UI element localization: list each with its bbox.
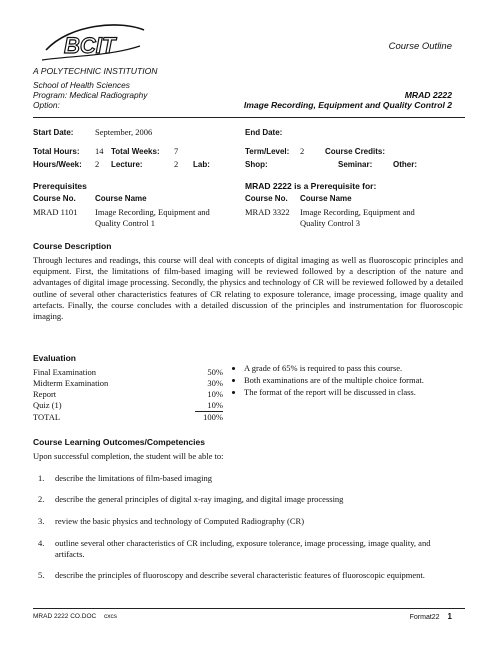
header-divider bbox=[33, 117, 465, 118]
total-weeks-label: Total Weeks: bbox=[111, 147, 160, 156]
lecture-label: Lecture: bbox=[111, 160, 143, 169]
prereq-for-col-no: Course No. bbox=[245, 194, 288, 203]
tagline: A POLYTECHNIC INSTITUTION bbox=[33, 66, 158, 76]
outcome-text: describe the general principles of digital x-ray imaging, and digital image processing bbox=[55, 494, 344, 504]
lecture-value: 2 bbox=[174, 159, 179, 169]
next-course-no: MRAD 3322 bbox=[245, 207, 290, 217]
evaluation-item: Final Examination bbox=[33, 367, 97, 377]
other-label: Other: bbox=[393, 160, 417, 169]
description-text: Through lectures and readings, this course will deal with concepts of digital imaging as well as fluoroscopic principles and equipment. First, the limitations of film-based imaging will be reviewed followed by a description of the nature and advantages of digital image processing. Secondly, the physics and technology of CR will be reviewed followed by a detailed outline of several other characteristics features of CR relating to exposure tolerance, image processing, image quality and artefacts. Finally, the course concludes with a detailed discussion of the principles and instrumentation for fluoroscopic imaging. bbox=[33, 255, 463, 322]
footer-divider bbox=[33, 608, 465, 609]
term-level-value: 2 bbox=[300, 146, 305, 156]
outcome-text: review the basic physics and technology of Computed Radiography (CR) bbox=[55, 516, 305, 526]
course-title: Image Recording, Equipment and Quality Control 2 bbox=[243, 100, 452, 110]
evaluation-total-pct: 100% bbox=[203, 412, 223, 422]
outcome-text-cont: artifacts. bbox=[55, 549, 85, 559]
evaluation-pct: 50% bbox=[207, 367, 223, 377]
prerequisite-for-title: MRAD 2222 is a Prerequisite for: bbox=[245, 181, 377, 191]
outcome-number: 4. bbox=[38, 538, 45, 548]
footer-format: Format22 bbox=[409, 614, 440, 621]
outcome-number: 2. bbox=[38, 494, 45, 504]
hours-week-value: 2 bbox=[95, 159, 100, 169]
evaluation-total-label: TOTAL bbox=[33, 412, 61, 422]
prerequisites-title: Prerequisites bbox=[33, 181, 87, 191]
evaluation-pct: 10% bbox=[207, 389, 223, 399]
prereq-course-no: MRAD 1101 bbox=[33, 207, 78, 217]
lab-label: Lab: bbox=[193, 160, 210, 169]
program-name: Program: Medical Radiography bbox=[33, 90, 148, 100]
evaluation-title: Evaluation bbox=[33, 353, 76, 363]
next-course-name-1: Image Recording, Equipment and bbox=[300, 207, 415, 217]
evaluation-row bbox=[33, 400, 223, 412]
end-date-label: End Date: bbox=[245, 128, 283, 137]
evaluation-item: Report bbox=[33, 389, 57, 399]
total-hours-label: Total Hours: bbox=[33, 147, 80, 156]
page-number: 1 bbox=[447, 612, 452, 621]
outcome-number: 5. bbox=[38, 570, 45, 580]
total-hours-value: 14 bbox=[95, 146, 104, 156]
evaluation-note: • The format of the report will be discussed in class. bbox=[244, 387, 474, 398]
outcome-text: outline several other characteristics of CR including, exposure tolerance, image processing, image quality, and bbox=[55, 538, 431, 548]
evaluation-item: Quiz (1) bbox=[33, 400, 62, 410]
prereq-course-name-1: Image Recording, Equipment and bbox=[95, 207, 210, 217]
description-title: Course Description bbox=[33, 241, 112, 251]
evaluation-notes bbox=[230, 363, 474, 399]
evaluation-item: Midterm Examination bbox=[33, 378, 109, 388]
evaluation-pct: 10% bbox=[195, 400, 223, 412]
option-label: Option: bbox=[33, 100, 60, 110]
outcome-number: 1. bbox=[38, 473, 45, 483]
course-code: MRAD 2222 bbox=[404, 90, 452, 100]
prereq-col-no: Course No. bbox=[33, 194, 76, 203]
evaluation-row bbox=[33, 389, 223, 400]
seminar-label: Seminar: bbox=[338, 160, 373, 169]
evaluation-note: • A grade of 65% is required to pass this course. bbox=[244, 363, 474, 374]
footer-initials: cxcs bbox=[104, 613, 118, 620]
course-credits-label: Course Credits: bbox=[325, 147, 386, 156]
evaluation-note: • Both examinations are of the multiple choice format. bbox=[244, 375, 474, 386]
evaluation-pct: 30% bbox=[207, 378, 223, 388]
logo-text: BCIT bbox=[64, 33, 116, 58]
term-level-label: Term/Level: bbox=[245, 147, 290, 156]
evaluation-row bbox=[33, 378, 223, 389]
school-name: School of Health Sciences bbox=[33, 80, 130, 90]
evaluation-table bbox=[33, 367, 223, 423]
start-date-value: September, 2006 bbox=[95, 127, 153, 137]
outcome-number: 3. bbox=[38, 516, 45, 526]
prereq-course-name-2: Quality Control 1 bbox=[95, 218, 155, 228]
bcit-logo bbox=[40, 20, 150, 64]
footer-file: MRAD 2222 CO.DOC bbox=[33, 613, 97, 620]
evaluation-row bbox=[33, 367, 223, 378]
evaluation-total-row bbox=[33, 412, 223, 423]
doc-type: Course Outline bbox=[388, 41, 452, 52]
prereq-col-name: Course Name bbox=[95, 194, 147, 203]
prereq-for-col-name: Course Name bbox=[300, 194, 352, 203]
outcome-text: describe the limitations of film-based imaging bbox=[55, 473, 212, 483]
outcome-text: describe the principles of fluoroscopy and describe several characteristic features of fluoroscopic equipment. bbox=[55, 570, 425, 580]
start-date-label: Start Date: bbox=[33, 128, 74, 137]
footer-filename bbox=[33, 613, 117, 620]
hours-week-label: Hours/Week: bbox=[33, 160, 82, 169]
footer-page bbox=[410, 612, 452, 621]
next-course-name-2: Quality Control 3 bbox=[300, 218, 360, 228]
outcomes-title: Course Learning Outcomes/Competencies bbox=[33, 437, 205, 447]
total-weeks-value: 7 bbox=[174, 146, 179, 156]
shop-label: Shop: bbox=[245, 160, 268, 169]
outcomes-intro: Upon successful completion, the student will be able to: bbox=[33, 451, 224, 461]
